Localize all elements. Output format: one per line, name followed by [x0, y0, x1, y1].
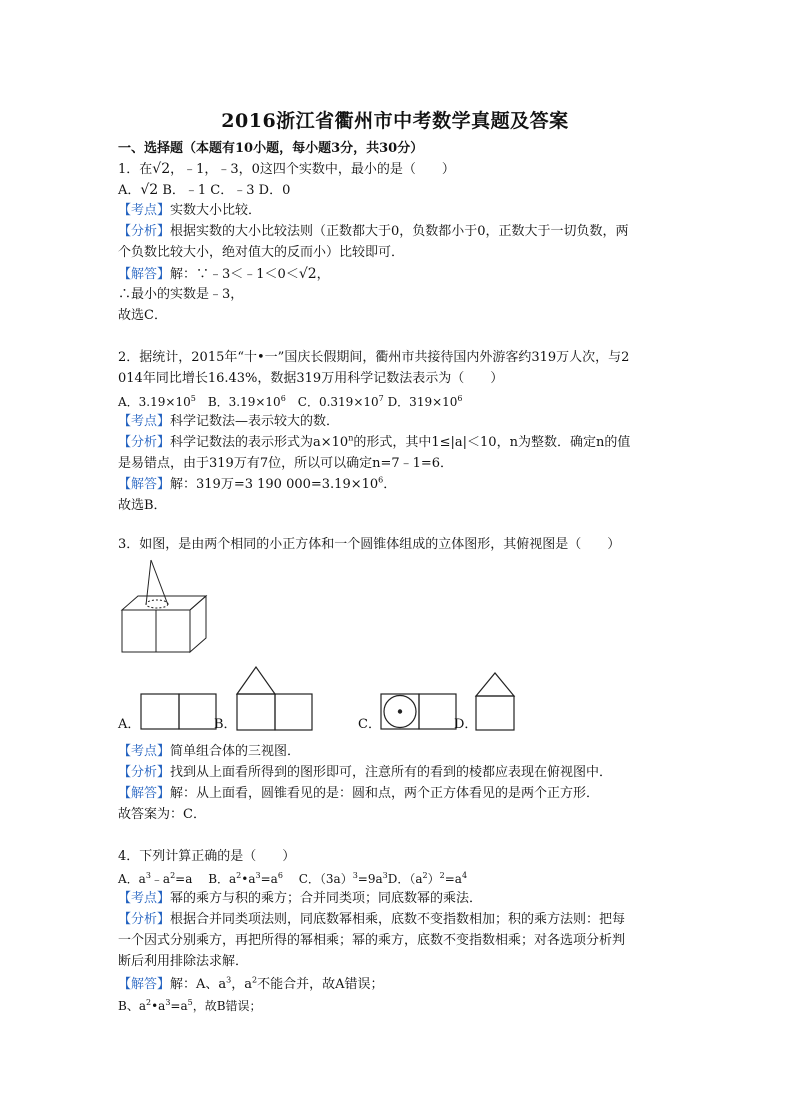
q1-jieda-2: ∴最小的实数是﹣3，	[118, 287, 244, 302]
exponent: 3	[226, 975, 232, 985]
q4-jieda-1	[118, 975, 384, 995]
q1-kaodian	[118, 201, 261, 221]
sqrt2-symbol: √2	[152, 161, 171, 177]
exponent: 3	[165, 998, 171, 1007]
kaodian-text: 简单组合体的三视图．	[170, 744, 301, 759]
q2-option-a: A．3.19×10	[118, 395, 191, 409]
q4-jieda-2	[118, 996, 262, 1016]
q2-jieda-2: 故选B．	[118, 498, 167, 513]
kaodian-tag: 【考点】	[118, 744, 171, 759]
fenxi-text: 根据合并同类项法则，同底数幂相乘，底数不变指数相加；积的乘方法则：把每	[170, 912, 626, 927]
jieda-tag: 【解答】	[118, 477, 171, 492]
q4-fenxi-2: 一个因式分别乘方，再把所得的幂相乘；幂的乘方，底数不变指数相乘；对各选项分析判	[118, 933, 626, 948]
exponent: 4	[461, 871, 468, 880]
q4-option-a: A．a	[118, 872, 146, 886]
sqrt2-symbol: √2	[140, 182, 159, 198]
jieda-text: 解：A、a	[170, 977, 227, 992]
q4-option-b-2: =a	[260, 872, 278, 886]
q2-fenxi-1	[118, 433, 630, 453]
q4-options	[118, 869, 467, 889]
q4-option-d: D．（a	[387, 872, 423, 886]
fenxi-text: 找到从上面看所得到的图形即可，注意所有的看到的棱都应表现在俯视图中．	[170, 765, 613, 780]
q3-option-d-label: D．	[454, 717, 478, 732]
section-heading: 一、选择题（本题有10小题，每小题3分，共30分）	[118, 141, 424, 156]
q4-fenxi-3: 断后利用排除法求解．	[118, 954, 249, 969]
sqrt2-symbol: √2	[298, 266, 317, 282]
q4-option-c: C．（3a）	[282, 872, 353, 886]
jieda-text-2: •a	[151, 999, 166, 1013]
jieda-text-end: ，	[316, 267, 330, 282]
kaodian-text: 实数大小比较．	[170, 203, 262, 218]
exponent: 2	[170, 871, 176, 880]
exponent: 6	[280, 394, 286, 403]
q1-jieda-3: 故选C．	[118, 308, 167, 323]
jieda-text-2: ，a	[231, 977, 253, 992]
kaodian-text: 科学记数法—表示较大的数．	[170, 414, 340, 429]
exponent: 3	[145, 871, 151, 880]
q3-solid-figure	[118, 556, 208, 656]
q3-jieda-1	[118, 784, 599, 804]
q2-stem-1: 2．据统计，2015年“十•一”国庆长假期间，衢州市共接待国内外游客约319万人次，与2	[118, 350, 630, 365]
q2-options	[118, 392, 463, 412]
q4-stem: 4．下列计算正确的是（ ）	[118, 849, 296, 864]
jieda-text-4: ，故B错误；	[192, 999, 262, 1013]
q4-option-b: •a	[241, 872, 256, 886]
fenxi-tag: 【分析】	[118, 224, 171, 239]
q2-fenxi-2: 是易错点，由于319万有7位，所以可以确定n=7﹣1=6．	[118, 456, 454, 471]
jieda-text: 解：∵﹣3＜﹣1＜0＜	[170, 267, 299, 282]
jieda-tag: 【解答】	[118, 786, 171, 801]
fenxi-text: 科学记数法的表示形式为a×10	[170, 435, 349, 450]
exponent: 3	[382, 871, 388, 880]
q4-option-d-3: =a	[444, 872, 462, 886]
exponent: n	[348, 433, 354, 443]
q4-option-a-2: ﹣a	[150, 872, 171, 886]
q2-option-d: D．319×10	[383, 395, 458, 409]
exponent: 6	[378, 475, 384, 485]
q3-fenxi	[118, 763, 612, 783]
q3-option-a-label: A．	[118, 717, 141, 732]
exponent: 6	[457, 394, 463, 403]
q3-option-b-label: B．	[214, 717, 237, 732]
q4-option-d-2: ）	[427, 872, 440, 886]
fenxi-tag: 【分析】	[118, 912, 171, 927]
exponent: 2	[422, 871, 428, 880]
q3-stem: 3．如图，是由两个相同的小正方体和一个圆锥体组成的立体图形，其俯视图是（ ）	[118, 537, 621, 552]
exponent: 2	[252, 975, 258, 985]
q1-stem-text-2: ，﹣1，﹣3，0这四个实数中，最小的是（ ）	[170, 162, 455, 177]
fenxi-text-2: 的形式，其中1≤|a|＜10，n为整数．确定n的值	[353, 435, 631, 450]
q3-option-b-figure	[236, 664, 314, 732]
q3-option-d-figure	[475, 670, 517, 732]
q3-option-c-label: C．	[358, 717, 381, 732]
q4-option-c-2: =9a	[357, 872, 383, 886]
jieda-text: 解：319万=3 190 000=3.19×10	[170, 477, 379, 492]
kaodian-tag: 【考点】	[118, 414, 171, 429]
jieda-text: 解：从上面看，圆锥看见的是：圆和点，两个正方体看见的是两个正方形．	[170, 786, 600, 801]
q1-fenxi-2: 个负数比较大小，绝对值大的反而小）比较即可．	[118, 245, 405, 260]
q1-stem	[118, 159, 455, 180]
jieda-text: B、a	[118, 999, 146, 1013]
q1-stem-text: 1．在	[118, 162, 153, 177]
q4-kaodian	[118, 889, 482, 909]
q3-option-a-figure	[140, 693, 218, 731]
q2-jieda-1	[118, 475, 396, 495]
exponent: 6	[277, 871, 283, 880]
q1-jieda-1	[118, 264, 330, 285]
q1-fenxi-1	[118, 222, 629, 242]
jieda-text-end: ．	[383, 477, 397, 492]
exponent: 2	[439, 871, 445, 880]
exponent: 2	[145, 998, 152, 1007]
q4-fenxi-1	[118, 910, 625, 930]
q2-stem-2: 014年同比增长16.43%，数据319万用科学记数法表示为（ ）	[118, 371, 504, 386]
q1-options-rest: B．﹣1 C．﹣3 D．0	[158, 183, 291, 198]
kaodian-tag: 【考点】	[118, 891, 171, 906]
fenxi-tag: 【分析】	[118, 435, 171, 450]
fenxi-text: 根据实数的大小比较法则（正数都大于0，负数都小于0，正数大于一切负数，两	[170, 224, 629, 239]
exponent: 2	[236, 871, 242, 880]
jieda-tag: 【解答】	[118, 977, 171, 992]
jieda-text-3: =a	[170, 999, 188, 1013]
q2-option-c: C．0.319×10	[285, 395, 379, 409]
exponent: 7	[378, 394, 384, 403]
fenxi-tag: 【分析】	[118, 765, 171, 780]
exponent: 5	[190, 394, 196, 403]
q3-jieda-2: 故答案为：C．	[118, 807, 206, 822]
q4-option-a-3: =a B．a	[175, 872, 237, 886]
exponent: 5	[187, 998, 193, 1007]
q1-option-a-label: A．	[118, 183, 141, 198]
q3-option-c-figure	[380, 693, 458, 731]
q2-option-b: B．3.19×10	[195, 395, 281, 409]
exponent: 3	[352, 871, 358, 880]
exponent: 3	[255, 871, 261, 880]
q2-kaodian	[118, 412, 339, 432]
q1-options	[118, 180, 290, 201]
q3-kaodian	[118, 742, 300, 762]
kaodian-tag: 【考点】	[118, 203, 171, 218]
page-title: 2016浙江省衢州市中考数学真题及答案	[221, 110, 569, 132]
jieda-tag: 【解答】	[118, 267, 171, 282]
jieda-text-3: 不能合并，故A错误；	[257, 977, 384, 992]
kaodian-text: 幂的乘方与积的乘方；合并同类项；同底数幂的乘法．	[170, 891, 483, 906]
